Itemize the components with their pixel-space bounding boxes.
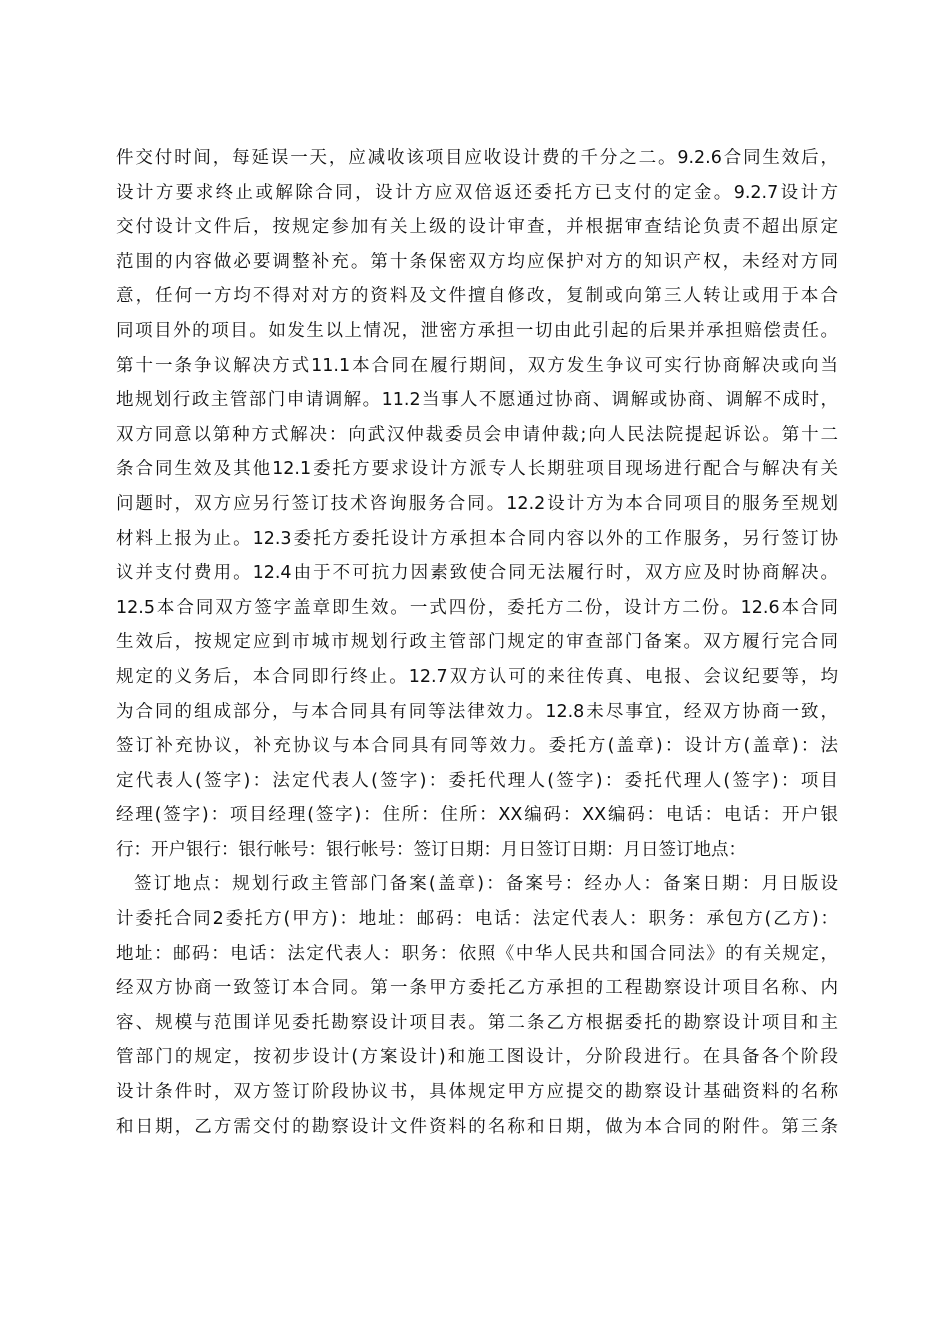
text-line: 同项目外的项目。如发生以上情况，泄密方承担一切由此引起的后果并承担赔偿责任。 xyxy=(116,320,838,341)
text-line: 签订地点：规划行政主管部门备案(盖章)：备案号：经办人：备案日期：月日版设 xyxy=(134,874,838,895)
text-line: 12.5本合同双方签字盖章即生效。一式四份，委托方二份，设计方二份。12.6本合同 xyxy=(116,597,838,618)
text-line: 件交付时间，每延误一天，应减收该项目应收设计费的千分之二。9.2.6合同生效后， xyxy=(116,148,838,168)
text-line: 交付设计文件后，按规定参加有关上级的设计审查，并根据审查结论负责不超出原定 xyxy=(116,217,838,238)
text-line: 材料上报为止。12.3委托方委托设计方承担本合同内容以外的工作服务，另行签订协 xyxy=(116,528,838,549)
text-line: 问题时，双方应另行签订技术咨询服务合同。12.2设计方为本合同项目的服务至规划 xyxy=(116,493,838,514)
text-line: 议并支付费用。12.4由于不可抗力因素致使合同无法履行时，双方应及时协商解决。 xyxy=(116,563,838,584)
text-line: 双方同意以第种方式解决：向武汉仲裁委员会申请仲裁;向人民法院提起诉讼。第十二 xyxy=(116,424,838,445)
text-line: 定代表人(签字)：法定代表人(签字)：委托代理人(签字)：委托代理人(签字)：项目 xyxy=(116,770,838,791)
text-line: 设计方要求终止或解除合同，设计方应双倍返还委托方已支付的定金。9.2.7设计方 xyxy=(116,182,838,203)
text-line: 和日期，乙方需交付的勘察设计文件资料的名称和日期，做为本合同的附件。第三条 xyxy=(116,1116,838,1137)
text-line: 生效后，按规定应到市城市规划行政主管部门规定的审查部门备案。双方履行完合同 xyxy=(116,632,838,653)
text-line: 范围的内容做必要调整补充。第十条保密双方均应保护对方的知识产权，未经对方同 xyxy=(116,251,838,272)
text-line: 地址：邮码：电话：法定代表人：职务：依照《中华人民共和国合同法》的有关规定， xyxy=(116,943,838,964)
text-line: 为合同的组成部分，与本合同具有同等法律效力。12.8未尽事宜，经双方协商一致， xyxy=(116,701,838,722)
text-line: 管部门的规定，按初步设计(方案设计)和施工图设计，分阶段进行。在具备各个阶段 xyxy=(116,1047,838,1068)
text-line: 第十一条争议解决方式11.1本合同在履行期间，双方发生争议可实行协商解决或向当 xyxy=(116,355,838,376)
text-line: 经双方协商一致签订本合同。第一条甲方委托乙方承担的工程勘察设计项目名称、内 xyxy=(116,978,838,999)
text-line: 意，任何一方均不得对对方的资料及文件擅自修改，复制或向第三人转让或用于本合 xyxy=(116,286,838,307)
text-line: 签订补充协议，补充协议与本合同具有同等效力。委托方(盖章)：设计方(盖章)：法 xyxy=(116,736,838,757)
text-line: 条合同生效及其他12.1委托方要求设计方派专人长期驻项目现场进行配合与解决有关 xyxy=(116,459,838,480)
text-line: 行：开户银行：银行帐号：银行帐号：签订日期：月日签订日期：月日签订地点： xyxy=(116,839,746,860)
text-line: 容、规模与范围详见委托勘察设计项目表。第二条乙方根据委托的勘察设计项目和主 xyxy=(116,1012,838,1033)
document-body xyxy=(116,145,838,1148)
text-line: 设计条件时，双方签订阶段协议书，具体规定甲方应提交的勘察设计基础资料的名称 xyxy=(116,1082,838,1103)
text-line: 计委托合同2委托方(甲方)：地址：邮码：电话：法定代表人：职务：承包方(乙方)： xyxy=(116,909,838,930)
text-line: 经理(签字)：项目经理(签字)：住所：住所：XX编码：XX编码：电话：电话：开户银 xyxy=(116,805,838,826)
text-line: 规定的义务后，本合同即行终止。12.7双方认可的来往传真、电报、会议纪要等，均 xyxy=(116,666,838,687)
text-line: 地规划行政主管部门申请调解。11.2当事人不愿通过协商、调解或协商、调解不成时， xyxy=(116,390,838,411)
